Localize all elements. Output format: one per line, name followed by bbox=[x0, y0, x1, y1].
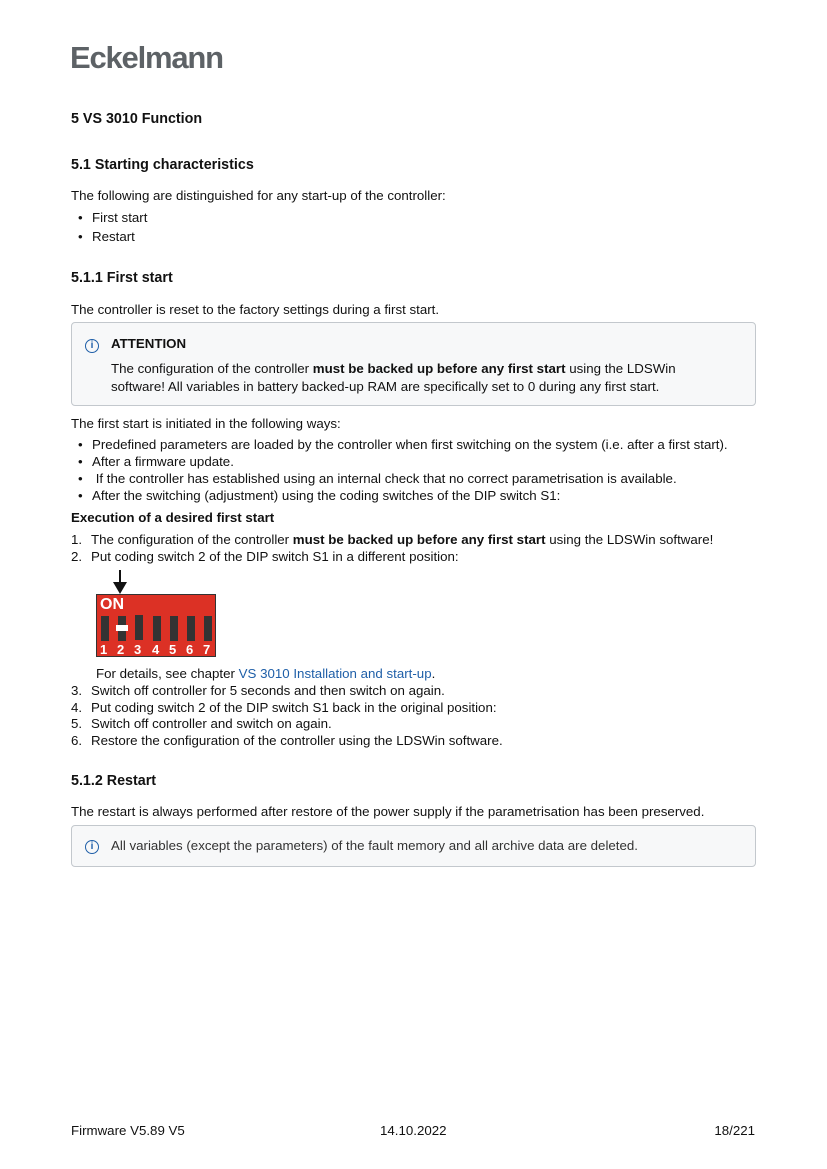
list-item: • After the switching (adjustment) using the coding switches of the DIP switch S1: bbox=[78, 488, 561, 503]
chapter-link[interactable]: VS 3010 Installation and start-up bbox=[238, 666, 432, 681]
step-item: 6. Restore the configuration of the controller using the LDSWin software. bbox=[71, 733, 503, 748]
dip-switch-diagram bbox=[96, 594, 216, 657]
info-icon: i bbox=[85, 339, 99, 353]
dip-switch-2 bbox=[118, 616, 126, 641]
list-item: • Restart bbox=[78, 229, 135, 244]
dip-switch-1 bbox=[101, 616, 109, 641]
section-heading: 5.1.1 First start bbox=[71, 270, 173, 286]
dip-number: 6 bbox=[186, 642, 194, 657]
dip-number: 7 bbox=[203, 642, 211, 657]
footer-date: 14.10.2022 bbox=[380, 1123, 447, 1138]
step-item: 5. Switch off controller and switch on again. bbox=[71, 716, 332, 731]
dip-switch-7 bbox=[204, 616, 212, 641]
dip-number: 1 bbox=[100, 642, 108, 657]
list-item: • If the controller has established using an internal check that no correct parametrisation is available. bbox=[78, 471, 677, 486]
note-text: All variables (except the parameters) of the fault memory and all archive data are deleted. bbox=[111, 838, 638, 853]
eckelmann-logo: Eckelmann bbox=[70, 40, 223, 75]
info-icon: i bbox=[85, 840, 99, 854]
paragraph: The first start is initiated in the following ways: bbox=[71, 416, 341, 431]
attention-text: The configuration of the controller must be backed up before any first start using the LDSWin bbox=[111, 361, 676, 376]
list-item: • First start bbox=[78, 210, 148, 225]
attention-text: software! All variables in battery backed-up RAM are specifically set to 0 during any first start. bbox=[111, 379, 660, 394]
step-item: 2. Put coding switch 2 of the DIP switch S1 in a different position: bbox=[71, 549, 459, 564]
paragraph: The following are distinguished for any start-up of the controller: bbox=[71, 188, 446, 203]
paragraph: The restart is always performed after restore of the power supply if the parametrisation has been preserved. bbox=[71, 804, 705, 819]
step-item: 1. The configuration of the controller must be backed up before any first start using the LDSWin software! bbox=[71, 532, 714, 547]
dip-number: 5 bbox=[169, 642, 177, 657]
attention-box bbox=[71, 322, 756, 406]
list-item: • After a firmware update. bbox=[78, 454, 234, 469]
section-heading: 5.1.2 Restart bbox=[71, 773, 157, 789]
paragraph: The controller is reset to the factory settings during a first start. bbox=[71, 302, 440, 317]
dip-switch-3 bbox=[135, 615, 143, 640]
note-box bbox=[71, 825, 756, 867]
footer-firmware: Firmware V5.89 V5 bbox=[71, 1123, 185, 1138]
step-item: 4. Put coding switch 2 of the DIP switch S1 back in the original position: bbox=[71, 700, 497, 715]
attention-title: ATTENTION bbox=[111, 336, 187, 351]
subheading: Execution of a desired first start bbox=[71, 510, 275, 525]
step-item: 3. Switch off controller for 5 seconds and then switch on again. bbox=[71, 683, 445, 698]
dip-number: 2 bbox=[117, 642, 125, 657]
details-text: For details, see chapter VS 3010 Installation and start-up. bbox=[96, 666, 436, 681]
footer-page-number: 18/221 bbox=[714, 1123, 755, 1138]
arrow-head-icon bbox=[113, 582, 127, 594]
dip-switch-5 bbox=[170, 616, 178, 641]
list-item: • Predefined parameters are loaded by the controller when first switching on the system (i.e. after a first start). bbox=[78, 437, 728, 452]
dip-number: 4 bbox=[152, 642, 160, 657]
dip-on-label: ON bbox=[100, 596, 124, 613]
dip-switch-6 bbox=[187, 616, 195, 641]
section-heading: 5.1 Starting characteristics bbox=[71, 157, 254, 173]
dip-switch-4 bbox=[153, 616, 161, 641]
chapter-heading: 5 VS 3010 Function bbox=[71, 111, 203, 127]
dip-number: 3 bbox=[134, 642, 142, 657]
